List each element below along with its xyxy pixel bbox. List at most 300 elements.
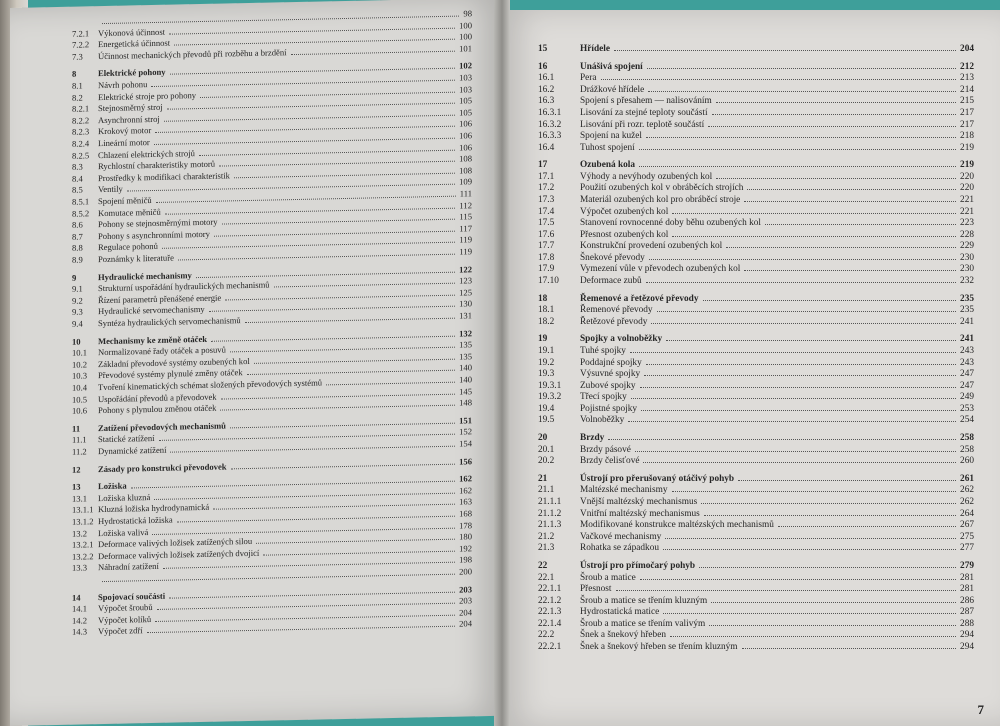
toc-leader-dots: [709, 625, 956, 626]
toc-title: Hydraulické servomechanismy: [98, 304, 205, 317]
toc-number: 21: [538, 473, 548, 484]
toc-title: Spojení s přesahem — nalisováním: [580, 96, 712, 107]
toc-page: 281: [960, 584, 974, 595]
toc-title: Brzdy čelisťové: [580, 456, 640, 467]
toc-leader-dots: [744, 270, 956, 271]
toc-number: 19.3.1: [538, 380, 562, 391]
toc-row: [538, 358, 974, 368]
toc-title: Deformace valivých ložisek zatížených silou: [98, 536, 253, 550]
toc-number: 8.5.2: [72, 207, 90, 219]
toc-title: Základní převodové systémy ozubených kol: [98, 355, 250, 369]
toc-number: 16.3: [538, 96, 555, 107]
toc-title: Modifikované konstrukce maltézských mechanismů: [580, 520, 774, 531]
toc-title: Řetězové převody: [580, 316, 648, 327]
toc-row: [538, 642, 974, 652]
toc-page: 204: [459, 607, 472, 618]
toc-page: 203: [459, 583, 472, 595]
toc-leader-dots: [231, 463, 456, 469]
toc-page: 145: [459, 385, 472, 397]
toc-number: 16: [538, 61, 548, 72]
toc-row: [538, 241, 974, 251]
toc-row: [538, 73, 974, 83]
toc-row: [538, 584, 974, 594]
toc-page: 241: [960, 316, 974, 327]
toc-page: 275: [960, 531, 974, 542]
toc-leader-dots: [742, 648, 957, 649]
toc-page: 230: [960, 264, 974, 275]
toc-title: Dynamické zatížení: [98, 444, 167, 457]
toc-number: 19.5: [538, 415, 555, 426]
toc-leader-dots: [712, 114, 957, 115]
toc-title: Normalizované řady otáček a posuvů: [98, 344, 226, 358]
toc-title: Elektrické stroje pro pohony: [98, 89, 197, 102]
toc-title: Tuhé spojky: [580, 346, 626, 356]
toc-leader-dots: [778, 526, 956, 527]
toc-page: 140: [459, 374, 472, 385]
toc-title: Přesnost: [580, 584, 612, 595]
toc-title: Hřídele: [580, 44, 610, 54]
toc-leader-dots: [651, 323, 956, 324]
toc-page: 162: [459, 473, 472, 484]
toc-number: 8.2.2: [72, 115, 90, 126]
toc-page: 154: [459, 438, 472, 449]
toc-page: 180: [459, 531, 472, 542]
toc-chapter-row: [538, 433, 974, 443]
toc-title: Spojovací součásti: [98, 590, 166, 602]
toc-page: 204: [960, 44, 974, 54]
toc-title: Výpočet zdří: [98, 625, 143, 637]
toc-leader-dots: [711, 602, 956, 603]
toc-page: 105: [459, 95, 472, 106]
toc-leader-dots: [646, 137, 956, 138]
toc-number: 22.1.1: [538, 584, 562, 595]
toc-leader-dots: [672, 491, 957, 492]
toc-title: Brzdy pásové: [580, 444, 631, 455]
toc-number: 17.6: [538, 229, 555, 240]
toc-leader-dots: [663, 613, 956, 614]
toc-number: 22.2.1: [538, 641, 562, 652]
toc-title: Převodové systémy plynulé změny otáček: [98, 367, 243, 381]
toc-title: Hydrostatická ložiska: [98, 514, 173, 527]
toc-leader-dots: [628, 421, 956, 422]
toc-number: 10.1: [72, 347, 88, 358]
toc-row: [538, 218, 974, 228]
toc-page: 212: [960, 61, 974, 72]
toc-page: 119: [459, 246, 472, 257]
toc-number: 14.3: [72, 626, 88, 638]
toc-page: 109: [459, 176, 472, 187]
toc-title: Statické zatížení: [98, 433, 155, 445]
toc-row: [538, 305, 974, 315]
toc-row: [538, 131, 974, 141]
toc-leader-dots: [639, 149, 956, 150]
toc-title: Tuhost spojení: [580, 142, 635, 153]
toc-row: [538, 195, 974, 205]
toc-leader-dots: [640, 579, 956, 580]
toc-number: 16.4: [538, 142, 555, 153]
toc-leader-dots: [147, 626, 455, 633]
toc-title: Ventily: [98, 184, 123, 195]
toc-page: 132: [459, 327, 472, 339]
toc-number: 19.1: [538, 346, 555, 356]
toc-row: [538, 276, 974, 286]
toc-row: [538, 392, 974, 402]
toc-row: [538, 573, 974, 583]
toc-number: 8.2: [72, 92, 83, 103]
toc-leader-dots: [616, 590, 957, 591]
toc-leader-dots: [631, 398, 956, 399]
toc-number: 8.9: [72, 254, 83, 265]
toc-title: Pohony s asynchronními motory: [98, 228, 210, 241]
toc-number: 14: [72, 592, 81, 603]
toc-title: Maltézské mechanismy: [580, 485, 668, 496]
toc-title: Spojení měničů: [98, 195, 152, 207]
toc-title: Stejnosměrný stroj: [98, 101, 163, 114]
toc-title: Použití ozubených kol v obráběcích strojích: [580, 183, 744, 194]
toc-number: 10.6: [72, 405, 88, 416]
toc-number: 19: [538, 334, 548, 345]
toc-chapter-row: [538, 62, 974, 72]
toc-number: 22.1: [538, 572, 555, 583]
toc-title: Šnek a šnekový hřeben: [580, 630, 666, 641]
toc-title: Výpočet šroubů: [98, 602, 153, 614]
book-gutter: [494, 0, 510, 726]
toc-leader-dots: [643, 462, 956, 463]
toc-page: 214: [960, 84, 974, 95]
toc-page: 103: [459, 72, 472, 83]
toc-title: Ústrojí pro přerušovaný otáčivý pohyb: [580, 473, 735, 484]
toc-number: 13.1.2: [72, 516, 94, 527]
toc-number: 21.1.3: [538, 520, 562, 531]
toc-page: 264: [960, 508, 974, 519]
toc-title: Energetická účinnost: [98, 37, 171, 50]
toc-chapter-row: [538, 561, 974, 571]
toc-title: Šroub a matice: [580, 572, 636, 583]
toc-title: Deformace valivých ložisek zatížených dvojicí: [98, 547, 260, 561]
toc-title: Regulace pohonů: [98, 241, 158, 253]
toc-page: 108: [459, 153, 472, 164]
toc-page: 294: [960, 630, 974, 641]
toc-number: 18.1: [538, 305, 555, 316]
toc-page: 98: [463, 8, 472, 19]
toc-page: 235: [960, 305, 974, 316]
toc-leader-dots: [672, 213, 956, 214]
toc-page: 119: [459, 234, 472, 245]
toc-page: 262: [960, 497, 974, 507]
toc-number: 20.1: [538, 444, 555, 455]
toc-page: 258: [960, 433, 974, 444]
toc-page: 203: [459, 595, 472, 606]
toc-number: 18: [538, 293, 548, 304]
toc-number: 8.7: [72, 231, 83, 242]
toc-number: 17.5: [538, 218, 555, 229]
toc-chapter-row: [538, 44, 974, 54]
toc-leader-dots: [716, 102, 956, 103]
toc-number: 16.2: [538, 84, 555, 95]
toc-leader-dots: [274, 283, 456, 288]
toc-number: 20.2: [538, 456, 555, 467]
toc-page: 100: [459, 19, 472, 31]
toc-number: 20: [538, 433, 548, 444]
toc-title: Materiál ozubených kol pro obráběcí stroje: [580, 195, 741, 205]
toc-number: 11: [72, 423, 81, 434]
toc-number: 22: [538, 560, 548, 571]
toc-row: [538, 456, 974, 466]
toc-number: 7.2.1: [72, 27, 90, 39]
toc-title: Ložiska: [98, 480, 127, 492]
toc-row: [538, 172, 974, 182]
toc-leader-dots: [178, 254, 456, 261]
toc-title: Poznámky k literatuře: [98, 252, 174, 265]
toc-title: Pojistné spojky: [580, 403, 638, 414]
toc-leader-dots: [672, 236, 956, 237]
toc-row: [538, 230, 974, 240]
toc-row: [538, 120, 974, 130]
toc-leader-dots: [640, 387, 957, 388]
toc-number: 9.3: [72, 306, 83, 318]
toc-page: 294: [960, 641, 974, 652]
toc-leader-dots: [716, 178, 956, 179]
toc-title: Komutace měničů: [98, 206, 161, 218]
toc-page: 241: [960, 334, 974, 345]
toc-leader-dots: [291, 50, 456, 54]
toc-title: Řemenové a řetězové převody: [580, 293, 699, 304]
toc-leader-dots: [614, 50, 956, 51]
toc-number: 22.1.3: [538, 607, 562, 618]
toc-number: 10.5: [72, 393, 88, 405]
toc-title: Návrh pohonu: [98, 79, 148, 91]
toc-title: Šroub a matice se třením valivým: [580, 618, 706, 629]
toc-page: 123: [459, 275, 472, 286]
toc-title: Zásady pro konstrukci převodovek: [98, 461, 227, 474]
toc-page: 122: [459, 263, 472, 275]
toc-number: 16.3.2: [538, 119, 562, 130]
toc-page: 287: [960, 607, 974, 618]
toc-number: 17.1: [538, 171, 555, 182]
toc-number: 17.8: [538, 252, 555, 263]
toc-title: Ložiska kluzná: [98, 491, 151, 503]
toc-title: Krokový motor: [98, 125, 152, 137]
toc-number: 21.2: [538, 531, 555, 542]
toc-title: Vymezení vůle v převodech ozubených kol: [580, 264, 741, 275]
toc-title: Ozubená kola: [580, 160, 636, 171]
toc-row: [538, 207, 974, 217]
toc-page: 156: [459, 455, 472, 467]
toc-page: 102: [459, 60, 472, 71]
toc-row: [538, 520, 974, 530]
toc-row: [538, 264, 974, 274]
toc-title: Unášivá spojení: [580, 61, 643, 72]
toc-number: 9.1: [72, 283, 83, 294]
toc-leader-dots: [601, 79, 957, 80]
toc-leader-dots: [704, 515, 956, 516]
toc-number: 16.1: [538, 73, 555, 84]
toc-title: Řízení parametrů přenášené energie: [98, 292, 222, 305]
toc-page: 247: [960, 380, 974, 391]
toc-page: 253: [960, 403, 974, 414]
toc-number: 17.7: [538, 241, 555, 252]
toc-page: 258: [960, 444, 974, 455]
toc-number: 13: [72, 481, 81, 492]
toc-row: [538, 619, 974, 629]
toc-number: 21.1: [538, 485, 555, 496]
toc-page: 192: [459, 543, 472, 554]
toc-row: [538, 485, 974, 495]
toc-title: Hydraulické mechanismy: [98, 269, 192, 282]
toc-number: 8.2.5: [72, 149, 90, 161]
toc-page: 288: [960, 618, 974, 629]
toc-leader-dots: [738, 480, 956, 481]
toc-row: [538, 108, 974, 118]
toc-leader-dots: [666, 340, 956, 341]
toc-page: 178: [459, 519, 472, 531]
toc-page: 125: [459, 287, 472, 298]
toc-number: 8.2.1: [72, 103, 90, 114]
toc-number: 21.1.1: [538, 497, 562, 507]
toc-number: 14.1: [72, 603, 88, 614]
toc-row: [538, 317, 974, 327]
toc-number: 15: [538, 44, 548, 54]
toc-number: 8.2.3: [72, 126, 90, 138]
toc-number: 8.5.1: [72, 196, 90, 207]
toc-page: 131: [459, 310, 472, 321]
toc-page: 228: [960, 229, 974, 240]
toc-page: 106: [459, 141, 472, 153]
toc-title: Syntéza hydraulických servomechanismů: [98, 315, 241, 329]
toc-row: [538, 369, 974, 379]
toc-page: 103: [459, 83, 472, 95]
toc-number: 19.2: [538, 357, 555, 368]
toc-page: 163: [459, 496, 472, 507]
toc-number: 13.2.2: [72, 551, 94, 562]
toc-title: Lisování za stejné teploty součástí: [580, 107, 708, 118]
toc-page: 217: [960, 119, 974, 130]
toc-page: 247: [960, 369, 974, 380]
toc-title: Přesnost ozubených kol: [580, 229, 669, 240]
toc-number: 13.2.1: [72, 539, 94, 550]
toc-page: 277: [960, 543, 974, 554]
toc-leader-dots: [102, 574, 455, 582]
toc-page: 221: [960, 206, 974, 217]
toc-title: Třecí spojky: [580, 392, 627, 403]
toc-number: 17.9: [538, 264, 555, 275]
toc-title: Ústrojí pro přímočarý pohyb: [580, 560, 696, 571]
toc-title: Výpočet ozubených kol: [580, 206, 669, 217]
toc-page: 229: [960, 241, 974, 252]
toc-page: 279: [960, 560, 974, 571]
toc-number: [72, 582, 98, 583]
toc-page: 198: [459, 554, 472, 565]
toc-page: 243: [960, 346, 974, 356]
toc-title: Poddajné spojky: [580, 357, 642, 368]
toc-title: Spojení na kužel: [580, 131, 642, 142]
toc-row: [538, 381, 974, 391]
toc-title: Vnější maltézský mechanismus: [580, 497, 698, 507]
toc-title: Ložiska valivá: [98, 526, 149, 538]
toc-title: Hydrostatická matice: [580, 607, 660, 618]
toc-leader-dots: [326, 382, 455, 386]
toc-number: 10: [72, 336, 81, 347]
toc-page: 220: [960, 183, 974, 194]
toc-number: 7.3: [72, 51, 83, 62]
toc-number: 22.1.4: [538, 618, 562, 629]
toc-row: [538, 607, 974, 617]
toc-title: Prostředky k modifikaci charakteristik: [98, 170, 230, 183]
toc-title: Účinnost mechanických převodů při rozběhu a brzdění: [98, 47, 287, 61]
toc-title: Řemenové převody: [580, 305, 653, 316]
toc-number: 21.3: [538, 543, 555, 554]
toc-number: 19.4: [538, 403, 555, 414]
toc-title: Asynchronní stroj: [98, 113, 160, 125]
toc-title: Šnek a šnekový hřeben se třením kluzným: [580, 641, 738, 652]
toc-page: 267: [960, 520, 974, 531]
toc-row: [538, 509, 974, 519]
toc-number: 13.3: [72, 562, 88, 574]
toc-leader-dots: [647, 68, 956, 69]
toc-page: 220: [960, 171, 974, 182]
toc-page: 112: [459, 199, 472, 211]
toc-page: 286: [960, 595, 974, 606]
toc-number: 9.4: [72, 318, 83, 329]
toc-number: 8: [72, 69, 77, 80]
toc-leader-dots: [670, 636, 956, 637]
toc-leader-dots: [245, 318, 455, 323]
toc-title: Výsuvné spojky: [580, 369, 641, 380]
toc-title: Šnekové převody: [580, 252, 645, 263]
toc-title: Lisování při rozr. teplotě součástí: [580, 119, 705, 130]
toc-leader-dots: [663, 549, 956, 550]
toc-row: [538, 253, 974, 263]
toc-page: 140: [459, 362, 472, 373]
toc-title: Zubové spojky: [580, 380, 636, 391]
toc-number: 10.3: [72, 370, 88, 382]
toc-title: Pohony s plynulou změnou otáček: [98, 402, 217, 416]
toc-number: 13.1: [72, 493, 88, 504]
toc-title: Mechanismy ke změně otáček: [98, 333, 208, 346]
toc-page: 111: [459, 188, 472, 199]
toc-number: 8.6: [72, 219, 83, 230]
page-number: 7: [977, 702, 984, 717]
toc-number: 8.4: [72, 173, 83, 184]
toc-page: 135: [459, 351, 472, 362]
toc-row: [538, 85, 974, 95]
toc-chapter-row: [538, 334, 974, 344]
toc-page: 148: [459, 397, 472, 408]
toc-page: 217: [960, 107, 974, 118]
toc-leader-dots: [726, 247, 956, 248]
toc-row: [538, 543, 974, 553]
toc-chapter-row: [538, 294, 974, 304]
toc-page: 223: [960, 218, 974, 229]
toc-chapter-row: [538, 160, 974, 170]
toc-leader-dots: [220, 405, 455, 411]
toc-page: 219: [960, 160, 974, 171]
toc-row: [538, 404, 974, 414]
toc-page: 218: [960, 131, 974, 142]
toc-number: 17.3: [538, 195, 555, 205]
toc-page: 261: [960, 473, 974, 484]
toc-title: Výhody a nevýhody ozubených kol: [580, 171, 713, 182]
toc-title: Pera: [580, 73, 597, 84]
toc-leader-dots: [699, 567, 956, 568]
toc-title: Rohatka se západkou: [580, 543, 659, 554]
toc-page: 254: [960, 415, 974, 426]
toc-leader-dots: [608, 439, 956, 440]
toc-title: Chlazení elektrických strojů: [98, 147, 195, 160]
toc-page: 108: [459, 165, 472, 176]
toc-row: [538, 346, 974, 356]
toc-row: [538, 497, 974, 507]
